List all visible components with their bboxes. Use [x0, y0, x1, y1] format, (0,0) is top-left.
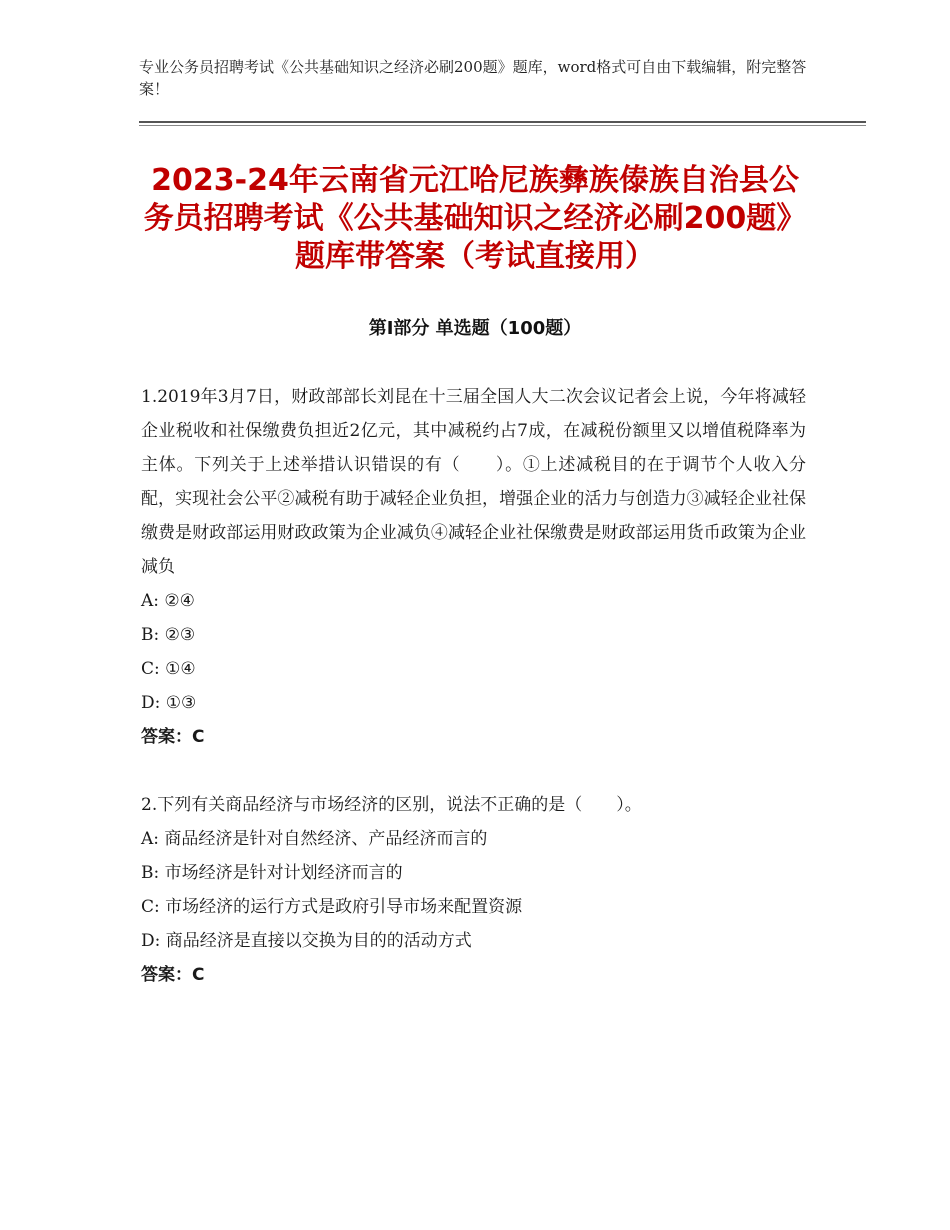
option-c: C: ①④ [141, 659, 196, 679]
question-text: 1.2019年3月7日，财政部部长刘昆在十三届全国人大二次会议记者会上说，今年将减轻企业税收和社保缴费负担近2亿元，其中减税约占7成，在减税份额里又以增值税降率为主体。下列关于上述举措认识错误的有（ ）。①上述减税目的在于调节个人收入分配，实现社会公平②减税有助于减轻企业负担，增强企业的活力与创造力③减轻企业社保缴费是财政部运用财政政策为企业减负④减轻企业社保缴费是财政部运用货币政策为企业减负 [141, 387, 806, 577]
option-a: A: 商品经济是针对自然经济、产品经济而言的 [141, 829, 488, 849]
header-note: 专业公务员招聘考试《公共基础知识之经济必刷200题》题库，word格式可自由下载编辑，附完整答案！ [139, 58, 807, 98]
option-a: A: ②④ [141, 591, 195, 611]
option-b: B: ②③ [141, 625, 196, 645]
answer-label: 答案：C [141, 965, 205, 985]
answer-label: 答案：C [141, 727, 205, 747]
header-divider-thick [139, 121, 866, 123]
option-d: D: ①③ [141, 693, 197, 713]
question-spacer [141, 754, 806, 788]
option-c: C: 市场经济的运行方式是政府引导市场来配置资源 [141, 897, 523, 917]
question-text: 2.下列有关商品经济与市场经济的区别，说法不正确的是（ ）。 [141, 795, 642, 815]
question-block [141, 788, 806, 992]
option-d: D: 商品经济是直接以交换为目的的活动方式 [141, 931, 472, 951]
question-list [141, 380, 806, 992]
question-block [141, 380, 806, 754]
document-title: 2023-24年云南省元江哈尼族彝族傣族自治县公务员招聘考试《公共基础知识之经济必刷200题》题库带答案（考试直接用） [143, 163, 807, 274]
option-b: B: 市场经济是针对计划经济而言的 [141, 863, 403, 883]
section-title: 第Ⅰ部分 单选题（100题） [368, 318, 582, 339]
header-divider-thin [139, 125, 866, 126]
